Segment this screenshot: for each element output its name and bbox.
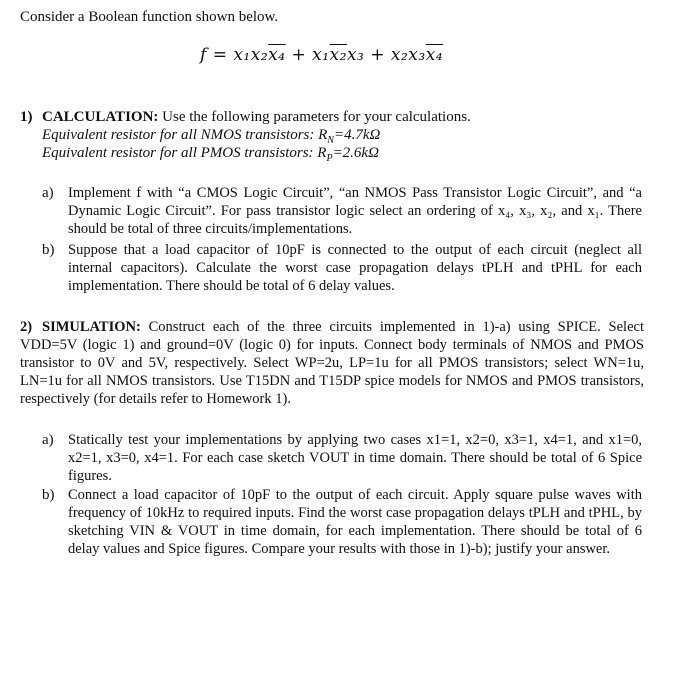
section-2-heading: SIMULATION: <box>42 319 141 335</box>
formula-term1: x₁x₂ <box>233 45 269 65</box>
formula-term2-end: x₃ <box>346 45 365 65</box>
s2-a-text: Statically test your implementations by applying two cases x1=1, x2=0, x3=1, x4=1, and x1=0, x2=1, x3=0, x4=1. For each case sketch VOUT in time domain. There should be total of 6 Spice figures. <box>68 432 642 484</box>
formula-term1-complement: x₄ <box>268 45 286 65</box>
formula-term3-complement: x₄ <box>425 45 444 65</box>
formula-term3: + x₂x₃ <box>364 45 426 65</box>
pmos-value: =2.6kΩ <box>332 145 379 161</box>
pmos-sub: P <box>326 153 333 164</box>
section-1-number: 1) <box>20 109 33 125</box>
pmos-resistor-line <box>42 144 379 168</box>
s1-a-label: a) <box>42 185 54 201</box>
intro-text: Consider a Boolean function shown below. <box>20 9 279 25</box>
formula-lhs: f = <box>200 45 234 65</box>
section-simulation <box>20 318 644 408</box>
section-1-intro: Use the following parameters for your calculations. <box>158 109 471 125</box>
nmos-value: =4.7kΩ <box>333 127 381 143</box>
boolean-formula <box>200 46 443 64</box>
s1-b-text: Suppose that a load capacitor of 10pF is connected to the output of each circuit (neglect all internal capacitors). Calculate the worst case propagation delays tPLH and tPHL for each implementation. There should be total of 6 delay values. <box>68 242 642 294</box>
section-2-text: Construct each of the three circuits implemented in 1)-a) using SPICE. Select VDD=5V (logic 1) and ground=0V (logic 0) for inputs. Connect body terminals of NMOS and PMOS transistor to 0V and 5V, respectively. Select WP=2u, LP=1u for all PMOS transistors; select WN=1u, LN=1u for all NMOS transistors. Use T15DN and T15DP spice models for NMOS and PMOS transistors, respectively (for details refer to Homework 1). <box>20 319 644 407</box>
s2-b-text: Connect a load capacitor of 10pF to the output of each circuit. Apply square pulse waves with frequency of 10kHz to required inputs. Find the worst case propagation delays tPLH and tPHL, by sketching VIN & VOUT in time domain, for each implementation. There should be total of 6 delay values and Spice figures. Compare your results with those in 1)-b); justify your answer. <box>68 487 642 557</box>
s1-b-label: b) <box>42 242 55 258</box>
nmos-label: Equivalent resistor for all NMOS transistors: R <box>42 127 328 143</box>
s1-a-text: Implement f with “a CMOS Logic Circuit”, “an NMOS Pass Transistor Logic Circuit”, and “a Dynamic Logic Circuit”. For pass transistor logic select an ordering of x₄, x₃, x₂, and x₁. There should be total of three circuits/implementations. <box>68 185 642 237</box>
section-2-number: 2) <box>20 319 33 335</box>
formula-term2-start: + x₁ <box>285 45 330 65</box>
section-calculation <box>20 108 660 126</box>
nmos-sub: N <box>327 135 334 146</box>
s2-a-label: a) <box>42 432 54 448</box>
pmos-label: Equivalent resistor for all PMOS transistors: R <box>42 145 327 161</box>
section-1-heading: CALCULATION: <box>42 109 159 125</box>
formula-term2-complement: x₂ <box>329 45 347 65</box>
s2-b-label: b) <box>42 487 55 503</box>
